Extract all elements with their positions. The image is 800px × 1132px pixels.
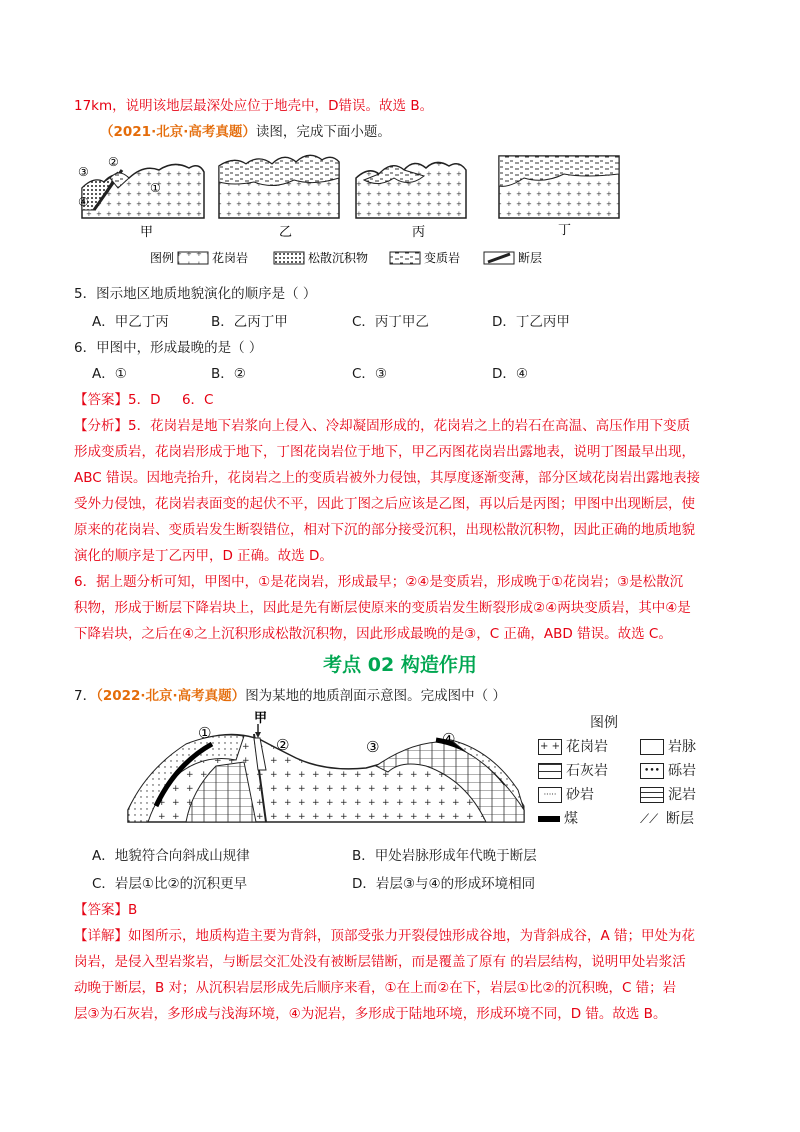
limestone-swatch <box>538 763 562 779</box>
panel-jia <box>82 164 204 218</box>
q5-option-b: B．乙丙丁甲 <box>211 314 288 330</box>
legend-swatch-loose <box>274 252 304 264</box>
figure2-marker-2: ② <box>276 736 290 754</box>
section-heading: 考点 02 构造作用 <box>323 654 477 676</box>
dike-swatch <box>640 739 664 755</box>
q7-stem: 图为某地的地质剖面示意图。完成图中（ ） <box>245 688 506 704</box>
detail-line-4: 层③为石灰岩，多形成与浅海环境，④为泥岩，多形成于陆地环境，形成环境不同，D 错。故选 B。 <box>74 1006 667 1022</box>
q7-source: （2022·北京·高考真题） <box>96 688 246 704</box>
analysis-label: 【分析】 <box>74 418 128 434</box>
analysis6-line-1: 6．据上题分析可知，甲图中，①是花岗岩，形成最早；②④是变质岩，形成晚于①花岗岩；③是松散沉 <box>74 574 684 590</box>
answer2-label: 【答案】 <box>74 902 128 918</box>
panel-bing <box>356 162 466 218</box>
q6-stem: 6．甲图中，形成最晚的是（ ） <box>74 340 263 356</box>
prompt-text: 读图，完成下面小题。 <box>255 124 391 140</box>
fault-icon: ⟋⟋ <box>640 812 659 827</box>
figure2-label-jia: 甲 <box>254 711 268 726</box>
legend-swatch-granite <box>178 252 208 264</box>
legend-loose: 松散沉积物 <box>308 251 369 265</box>
marker-2: ② <box>108 155 119 169</box>
source-tag: （2021·北京·高考真题） <box>100 124 256 140</box>
q6-option-b: B．② <box>211 366 246 382</box>
detail-line-3: 动晚于断层，B 对；从沉积岩层形成先后顺序来看，①在上而②在下，岩层①比②的沉积晚，C 错；岩 <box>74 980 677 996</box>
analysis6-line-2: 积物，形成于断层下降岩块上，因此是先有断层使原来的变质岩发生断裂形成②④两块变质岩，其中④是 <box>74 600 691 616</box>
figure2-marker-3: ③ <box>366 738 380 756</box>
legend-conglomerate: ••• 砾岩 <box>640 760 696 780</box>
legend-fault: 断层 <box>518 251 543 265</box>
legend-meta: 变质岩 <box>424 251 461 265</box>
figure-2-cross-section <box>126 710 526 832</box>
legend-granite-2: + + 花岗岩 <box>538 736 608 756</box>
analysis-line-1 <box>74 416 734 436</box>
legend-coal: 煤 <box>538 808 578 828</box>
answer-label: 【答案】 <box>74 392 128 408</box>
answer-1 <box>74 390 734 410</box>
q5-option-d: D．丁乙丙甲 <box>492 314 570 330</box>
detail-line-1 <box>74 926 734 946</box>
analysis-line-3: ABC 错误。因地壳抬升，花岗岩之上的变质岩被外力侵蚀，其厚度逐渐变薄，部分区域花岗岩出露地表接 <box>74 470 700 486</box>
marker-1: ① <box>150 181 161 195</box>
panel-ding <box>499 156 619 218</box>
q7-option-c: C．岩层①比②的沉积更早 <box>92 876 248 892</box>
analysis-text-1: 5．花岗岩是地下岩浆向上侵入、冷却凝固形成的，花岗岩之上的岩石在高温、高压作用下变质 <box>128 418 691 434</box>
coal-swatch <box>538 816 560 822</box>
figure-1-panels <box>74 148 634 273</box>
source-line-2021 <box>100 122 760 142</box>
q5-stem: 5．图示地区地质地貌演化的顺序是（ ） <box>74 286 317 302</box>
panel-label-jia: 甲 <box>140 225 154 240</box>
q6-option-d: D．④ <box>492 366 528 382</box>
q6-option-c: C．③ <box>352 366 388 382</box>
conglomerate-swatch: ••• <box>640 763 664 779</box>
legend-title: 图例 <box>150 251 175 265</box>
answer2-text: B <box>128 902 138 918</box>
legend-sandstone: ····· 砂岩 <box>538 784 594 804</box>
figure2-legend-title: 图例 <box>590 715 618 731</box>
legend-swatch-meta <box>390 252 420 264</box>
q5-option-a: A．甲乙丁丙 <box>92 314 169 330</box>
answer-text: 5．D 6．C <box>128 392 214 408</box>
legend-mudstone: 泥岩 <box>640 784 696 804</box>
q6-option-a: A．① <box>92 366 127 382</box>
analysis6-line-3: 下降岩块，之后在④之上沉积形成松散沉积物，因此形成最晚的是③，C 正确，ABD 错误。故选 C。 <box>74 626 672 642</box>
sandstone-swatch: ····· <box>538 787 562 803</box>
q7-number: 7． <box>74 688 97 704</box>
panel-label-ding: 丁 <box>558 223 572 238</box>
panel-yi <box>219 155 339 218</box>
mudstone-swatch <box>640 787 664 803</box>
detail-text-1: 如图所示，地质构造主要为背斜，顶部受张力开裂侵蚀形成谷地，为背斜成谷，A 错；甲处为花 <box>128 928 696 944</box>
q5-option-c: C．丙丁甲乙 <box>352 314 429 330</box>
analysis-line-4: 受外力侵蚀，花岗岩表面变的起伏不平，因此丁图之后应该是乙图，再以后是丙图；甲图中出现断层，使 <box>74 496 695 512</box>
answer-2 <box>74 900 734 920</box>
legend-granite: 花岗岩 <box>212 251 249 265</box>
analysis-line-2: 形成变质岩，花岗岩形成于地下，丁图花岗岩位于地下，甲乙丙图花岗岩出露地表，说明丁图最早出现， <box>74 444 695 460</box>
legend-dike: 岩脉 <box>640 736 696 756</box>
marker-4: ④ <box>78 195 89 209</box>
detail-line-2: 岗岩，是侵入型岩浆岩，与断层交汇处没有被断层错断，而是覆盖了原有 的岩层结构，说明甲处岩浆活 <box>74 954 686 970</box>
analysis-line-5: 原来的花岗岩、变质岩发生断裂错位，相对下沉的部分接受沉积，出现松散沉积物，因此正确的地质地貌 <box>74 522 695 538</box>
panel-label-yi: 乙 <box>279 225 293 240</box>
q7-option-b: B．甲处岩脉形成年代晚于断层 <box>352 848 537 864</box>
marker-3: ③ <box>78 165 89 179</box>
panel-label-bing: 丙 <box>412 225 426 240</box>
q7-option-d: D．岩层③与④的形成环境相同 <box>352 876 536 892</box>
legend-fault-2: ⟋⟋ 断层 <box>640 811 694 827</box>
figure2-marker-1: ① <box>198 724 212 742</box>
granite-swatch: + + <box>538 739 562 755</box>
detail-label: 【详解】 <box>74 928 128 944</box>
figure2-marker-4: ④ <box>442 730 456 748</box>
intro-line: 17km，说明该地层最深处应位于地壳中，D错误。故选 B。 <box>74 98 434 114</box>
analysis-line-6: 演化的顺序是丁乙丙甲，D 正确。故选 D。 <box>74 548 333 564</box>
q7-option-a: A．地貌符合向斜成山规律 <box>92 848 250 864</box>
legend-limestone: 石灰岩 <box>538 760 608 780</box>
q7-stem-line <box>74 686 734 706</box>
